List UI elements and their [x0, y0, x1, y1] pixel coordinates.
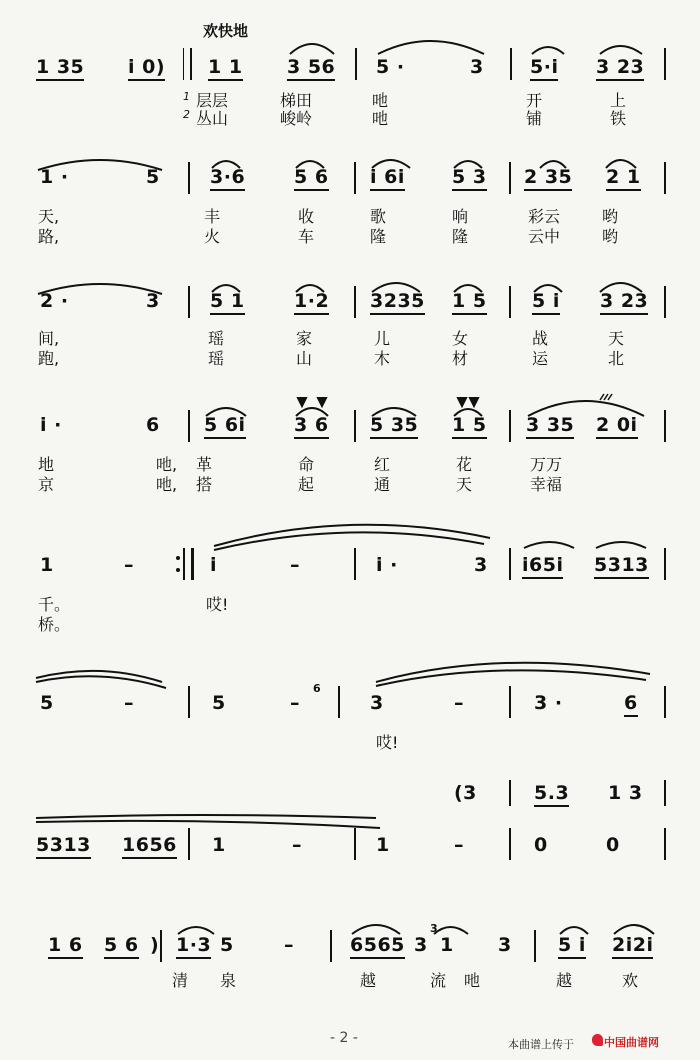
lyric: 天,: [38, 207, 60, 226]
note-group: 1: [40, 554, 54, 576]
lyric: 隆: [370, 227, 387, 246]
lyric: 吔,: [156, 475, 178, 494]
note-group: 3 23: [596, 56, 644, 81]
lyric: 流吔: [430, 971, 499, 990]
note-group: 3: [146, 290, 160, 312]
lyric: 吔: [372, 91, 389, 110]
note-group: 3 35: [526, 414, 574, 439]
note-group: 5 6i: [204, 414, 246, 439]
close-paren: ): [150, 934, 160, 956]
repeat-dot: [176, 568, 180, 572]
lyric: 天: [608, 329, 625, 348]
lyric: 木: [374, 349, 391, 368]
note-group: 5 i: [532, 290, 560, 315]
verse-number: 2: [183, 108, 190, 121]
lyric: 千。: [38, 595, 71, 614]
note-group: 2 ·: [40, 290, 69, 312]
tempo-marking: 欢快地: [203, 22, 249, 40]
slur: [0, 514, 700, 554]
note-group: 5 i: [558, 934, 586, 959]
lyric: 京: [38, 475, 55, 494]
lyric: 越: [360, 971, 377, 990]
lyric: 吔,: [156, 455, 178, 474]
lyric: 路,: [38, 227, 60, 246]
note-group: 1: [212, 834, 226, 856]
lyric: 越: [556, 971, 573, 990]
slur: [0, 652, 700, 692]
lyric: 花: [456, 455, 473, 474]
note-group: 5: [212, 692, 226, 714]
barline: [188, 828, 190, 860]
note-group: 1·2: [294, 290, 329, 315]
lyric: 幸福: [530, 475, 563, 494]
barline: [354, 828, 356, 860]
lyric: 哟: [602, 227, 619, 246]
note-group: 5313: [594, 554, 649, 579]
note-group: 5: [40, 692, 54, 714]
note-group: 5: [146, 166, 160, 188]
barline: [509, 828, 511, 860]
lyric: 桥。: [38, 615, 71, 634]
lyric: 通: [374, 475, 391, 494]
verse-number: 1: [183, 90, 190, 103]
lyric: 吔: [372, 109, 389, 128]
lyric: 哎!: [206, 595, 229, 614]
note-group: 3 ·: [534, 692, 563, 714]
lyric: 清: [172, 971, 189, 990]
note-group: 0: [606, 834, 620, 856]
site-logo-icon: [592, 1034, 603, 1046]
lyric: 儿: [374, 329, 391, 348]
lyric: 山: [296, 349, 313, 368]
note-group: 5: [220, 934, 234, 956]
note-group: –: [454, 692, 464, 714]
lyric: 隆: [452, 227, 469, 246]
note-group: 3: [498, 934, 512, 956]
lyric: 起: [298, 475, 315, 494]
note-group: 3: [414, 934, 428, 956]
note-group: 3·6: [210, 166, 245, 191]
note-group: 1: [440, 934, 454, 956]
note-group: 1 35: [36, 56, 84, 81]
intro-note: 5.3: [534, 782, 569, 807]
lyric: 哎!: [376, 733, 399, 752]
lyric: 瑶: [208, 329, 225, 348]
note-group: 1: [376, 834, 390, 856]
note-group: 6565: [350, 934, 405, 959]
lyric: 彩云: [528, 207, 561, 226]
lyric: 铺: [526, 109, 543, 128]
note-group: 2 1: [606, 166, 641, 191]
repeat-dot: [176, 556, 180, 560]
site-name-link[interactable]: 中国曲谱网: [604, 1036, 659, 1049]
note-group: 2 0i: [596, 414, 638, 439]
note-group: 3: [474, 554, 488, 576]
note-group: 2 35: [524, 166, 572, 191]
upload-note: 本曲谱上传于: [508, 1038, 574, 1051]
page-number: - 2 -: [330, 1030, 358, 1046]
note-group: i 6i: [370, 166, 405, 191]
slur: [0, 272, 700, 296]
note-group: i ·: [40, 414, 62, 436]
slur: [0, 392, 700, 420]
grace-note: 6: [313, 682, 322, 695]
lyric: 家: [296, 329, 313, 348]
lyric: 命: [298, 455, 315, 474]
note-group: 5 6: [294, 166, 329, 191]
note-group: 2i2i: [612, 934, 653, 959]
lyric: 北: [608, 349, 625, 368]
lyric: 万万: [530, 455, 563, 474]
lyric: 泉: [220, 971, 237, 990]
note-group: 5·i: [530, 56, 558, 81]
note-group: 3 6: [294, 414, 329, 439]
lyric: 上: [610, 91, 627, 110]
note-group: i ·: [376, 554, 398, 576]
note-group: i 0): [128, 56, 165, 81]
lyric: 梯田: [280, 91, 313, 110]
note-group: 1 5: [452, 290, 487, 315]
note-group: 1 ·: [40, 166, 69, 188]
note-group: –: [124, 554, 134, 576]
lyric: 丰: [204, 207, 221, 226]
grace-note: 3: [430, 922, 439, 935]
note-group: 1 6: [48, 934, 83, 959]
lyric: 天: [456, 475, 473, 494]
note-group: 3 23: [600, 290, 648, 315]
note-group: 1·3: [176, 934, 211, 959]
lyric: 铁: [610, 109, 627, 128]
lyric: 女: [452, 329, 469, 348]
note-group: 5 6: [104, 934, 139, 959]
lyric: 运: [532, 349, 549, 368]
lyric: 歌: [370, 207, 387, 226]
note-group: i65i: [522, 554, 563, 579]
lyric: 材: [452, 349, 469, 368]
lyric: 间,: [38, 329, 60, 348]
note-group: 1 1: [208, 56, 243, 81]
lyric: 哟: [602, 207, 619, 226]
intro-note: 1 3: [608, 782, 643, 804]
note-group: 3: [370, 692, 384, 714]
note-group: 1656: [122, 834, 177, 859]
lyric: 瑶: [208, 349, 225, 368]
slur: [0, 914, 700, 938]
note-group: –: [284, 934, 294, 956]
note-group: 5 ·: [376, 56, 405, 78]
note-group: 5 3: [452, 166, 487, 191]
note-group: 6: [146, 414, 160, 436]
slur: [0, 788, 700, 832]
note-group: 5 35: [370, 414, 418, 439]
note-group: 5 1: [210, 290, 245, 315]
lyric: 车: [298, 227, 315, 246]
lyric: 峻岭: [280, 109, 313, 128]
lyric: 收: [298, 207, 315, 226]
intro-note: (3: [454, 782, 477, 804]
note-group: –: [290, 554, 300, 576]
lyric: 响: [452, 207, 469, 226]
note-group: 1 5: [452, 414, 487, 439]
lyric: 开: [526, 91, 543, 110]
lyric: 跑,: [38, 349, 60, 368]
note-group: 6: [624, 692, 638, 717]
note-group: 0: [534, 834, 548, 856]
lyric: 红: [374, 455, 391, 474]
note-group: 3 56: [287, 56, 335, 81]
lyric: 欢: [622, 971, 639, 990]
lyric: 革: [196, 455, 213, 474]
note-group: 3: [470, 56, 484, 78]
lyric: 搭: [196, 475, 213, 494]
note-group: 5313: [36, 834, 91, 859]
note-group: –: [124, 692, 134, 714]
note-group: i: [210, 554, 218, 576]
lyric: 战: [532, 329, 549, 348]
note-group: 3235: [370, 290, 425, 315]
note-group: –: [292, 834, 302, 856]
lyric: 地: [38, 455, 55, 474]
lyric: 丛山: [196, 109, 229, 128]
lyric: 云中: [528, 227, 561, 246]
note-group: –: [290, 692, 300, 714]
lyric: 火: [204, 227, 221, 246]
note-group: –: [454, 834, 464, 856]
lyric: 层层: [196, 91, 229, 110]
barline: [664, 828, 666, 860]
slur: [0, 148, 700, 172]
slur: [0, 34, 700, 58]
